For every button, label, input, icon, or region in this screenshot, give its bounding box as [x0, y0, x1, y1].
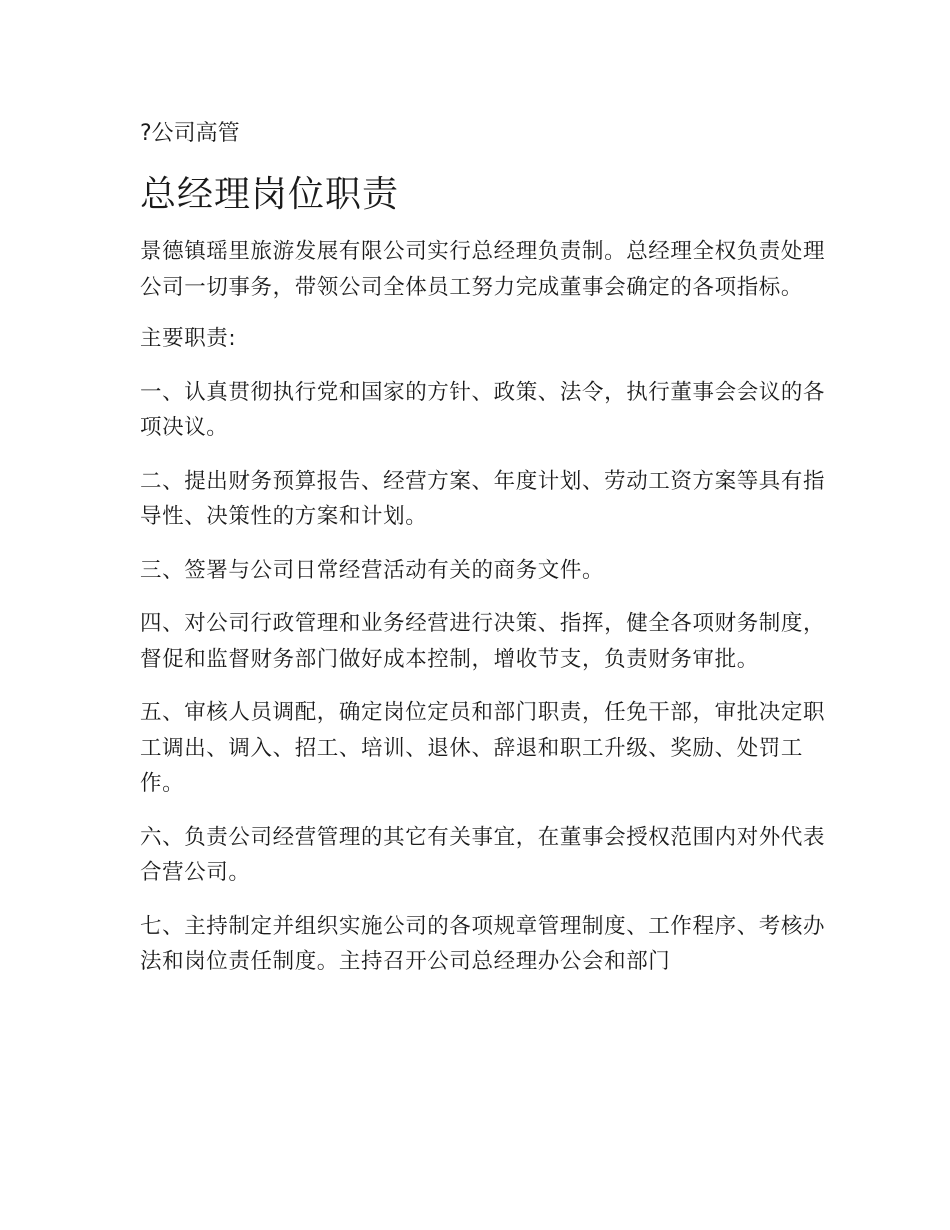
duty-item-5: 五、审核人员调配，确定岗位定员和部门职责，任免干部，审批决定职工调出、调入、招工、培训、退休、辞退和职工升级、奖励、处罚工作。	[140, 700, 826, 796]
duty-item-1: 一、认真贯彻执行党和国家的方针、政策、法令，执行董事会会议的各项决议。	[140, 379, 826, 440]
intro-paragraph: 景德镇瑶里旅游发展有限公司实行总经理负责制。总经理全权负责处理公司一切事务，带领公司全体员工努力完成董事会确定的各项指标。	[140, 239, 826, 300]
duty-item-4: 四、对公司行政管理和业务经营进行决策、指挥，健全各项财务制度，督促和监督财务部门做好成本控制，增收节支，负责财务审批。	[140, 611, 826, 672]
duty-item-7: 七、主持制定并组织实施公司的各项规章管理制度、工作程序、考核办法和岗位责任制度。主持召开公司总经理办公会和部门	[140, 913, 826, 974]
duty-item-6: 六、负责公司经营管理的其它有关事宜，在董事会授权范围内对外代表合营公司。	[140, 824, 826, 885]
document-page	[140, 118, 830, 998]
duty-item-3: 三、签署与公司日常经营活动有关的商务文件。	[140, 557, 605, 583]
duties-heading: 主要职责:	[140, 326, 237, 351]
page-title: 总经理岗位职责	[140, 174, 400, 215]
section-kicker: ?公司高管	[140, 121, 240, 146]
duty-item-2: 二、提出财务预算报告、经营方案、年度计划、劳动工资方案等具有指导性、决策性的方案和计划。	[140, 468, 826, 529]
